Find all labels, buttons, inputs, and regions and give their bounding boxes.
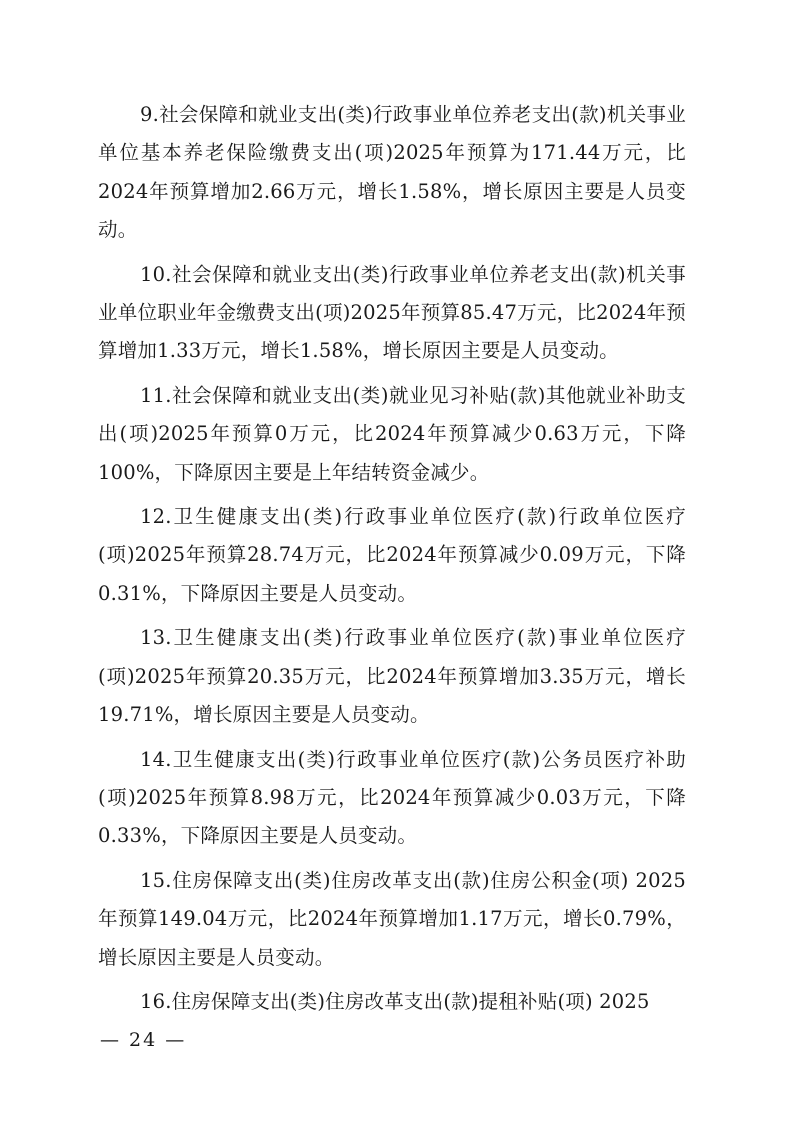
paragraph-14: 14.卫生健康支出(类)行政事业单位医疗(款)公务员医疗补助(项)2025年预算8.98万元，比2024年预算减少0.03万元，下降0.33%，下降原因主要是人员变动。 bbox=[98, 747, 686, 848]
page-number: — 24 — bbox=[100, 1029, 187, 1051]
body-text bbox=[98, 96, 686, 1027]
paragraph-12: 12.卫生健康支出(类)行政事业单位医疗(款)行政单位医疗(项)2025年预算28.74万元，比2024年预算减少0.09万元，下降0.31%，下降原因主要是人员变动。 bbox=[98, 505, 686, 605]
paragraph-11: 11.社会保障和就业支出(类)就业见习补贴(款)其他就业补助支出(项)2025年预算0万元，比2024年预算减少0.63万元，下降100%，下降原因主要是上年结转资金减少。 bbox=[98, 383, 686, 484]
paragraph-10: 10.社会保障和就业支出(类)行政事业单位养老支出(款)机关事业单位职业年金缴费支出(项)2025年预算85.47万元，比2024年预算增加1.33万元，增长1.58%，增长原因主要是人员变动。 bbox=[98, 262, 686, 363]
paragraph-16: 16.住房保障支出(类)住房改革支出(款)提租补贴(项) 2025 bbox=[140, 989, 650, 1013]
paragraph-15: 15.住房保障支出(类)住房改革支出(款)住房公积金(项) 2025年预算149.04万元，比2024年预算增加1.17万元，增长0.79%，增长原因主要是人员变动。 bbox=[98, 868, 686, 969]
paragraph-9: 9.社会保障和就业支出(类)行政事业单位养老支出(款)机关事业单位基本养老保险缴费支出(项)2025年预算为171.44万元，比2024年预算增加2.66万元，增长1.58%，增长原因主要是人员变动。 bbox=[98, 103, 686, 242]
paragraph-13: 13.卫生健康支出(类)行政事业单位医疗(款)事业单位医疗(项)2025年预算20.35万元，比2024年预算增加3.35万元，增长19.71%，增长原因主要是人员变动。 bbox=[98, 626, 686, 727]
